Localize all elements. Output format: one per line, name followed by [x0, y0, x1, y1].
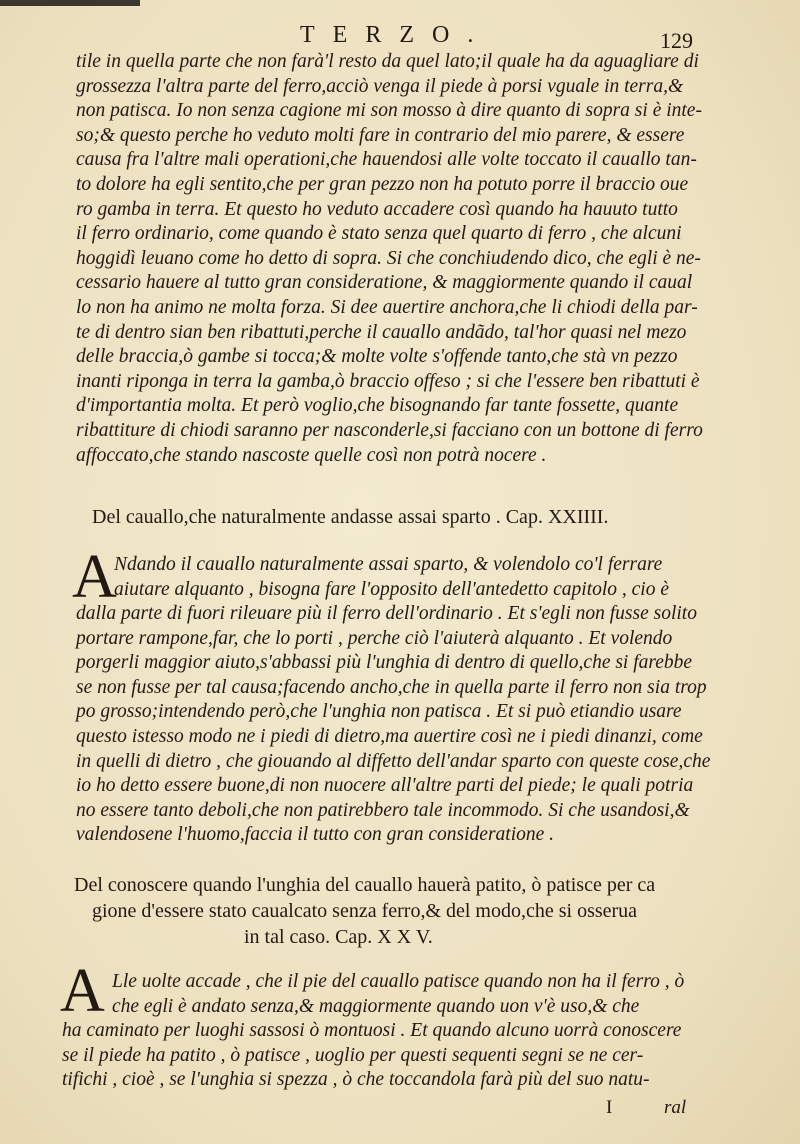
text-line: se il piede ha patito , ò patisce , uoglio per questi sequenti segni se ne cer- — [62, 1044, 644, 1066]
text-line: in quelli di dietro , che giouando al diffetto dell'andar sparto con queste cose,che — [76, 750, 711, 772]
text-line: to dolore ha egli sentito,che per gran pezzo non ha potuto porre il braccio oue — [76, 173, 689, 195]
text-line: tile in quella parte che non farà'l resto da quel lato;il quale ha da aguagliare di — [76, 51, 699, 72]
chapter-heading: Del cauallo,che naturalmente andasse assai sparto . Cap. XXIIII. — [92, 506, 609, 528]
text-line: questo istesso modo ne i piedi di dietro,ma auertire così ne i piedi dinanzi, come — [76, 725, 703, 747]
text-line: tifichi , cioè , se l'unghia si spezza , ò che toccandola farà più del suo natu- — [62, 1069, 650, 1091]
chapter-heading — [74, 872, 655, 950]
text-line: ha caminato per luoghi sassosi ò montuosi . Et quando alcuno uorrà conoscere — [62, 1020, 682, 1041]
text-line: affoccato,che stando nascoste quelle così non potrà nocere . — [76, 444, 547, 466]
text-line: te di dentro sian ben ribattuti,perche il cauallo andãdo, tal'hor quasi nel mezo — [76, 321, 687, 343]
text-line: delle braccia,ò gambe si tocca;& molte volte s'offende tanto,che stà vn pezzo — [76, 346, 678, 368]
text-line: porgerli maggior aiuto,s'abbassi più l'unghia di dentro di quello,che si farebbe — [76, 652, 693, 674]
text-line: dalla parte di fuori rileuare più il ferro dell'ordinario . Et s'egli non fusse solito — [76, 603, 697, 624]
text-line: il ferro ordinario, come quando è stato senza quel quarto di ferro , che alcuni — [76, 223, 682, 245]
chapter-body — [76, 602, 710, 848]
text-line: portare rampone,far, che lo porti , perche ciò l'aiuterà alquanto . Et volendo — [76, 627, 673, 649]
text-line: Lle uolte accade , che il pie del cauallo patisce quando non ha il ferro , ò — [112, 971, 685, 992]
catchword: ral — [664, 1097, 687, 1118]
text-line: inanti riponga in terra la gamba,ò braccio offeso ; si che l'essere ben ribattuti è — [76, 370, 700, 392]
scan-edge — [0, 0, 140, 6]
heading-line: gione d'essere stato caualcato senza ferro,& del modo,che si osserua — [92, 900, 638, 922]
heading-line: Del conoscere quando l'unghia del cauallo hauerà patito, ò patisce per ca — [74, 874, 656, 896]
text-line: no essere tanto deboli,che non patirebbero tale incommodo. Si che usandosi,& — [76, 799, 690, 821]
text-line: lo non ha animo ne molta forza. Si dee auertire anchora,che li chiodi della par- — [76, 296, 698, 318]
text-line: ro gamba in terra. Et questo ho veduto accadere così quando ha hauuto tutto — [76, 198, 678, 220]
chapter-body-lines-indented — [112, 970, 684, 1019]
text-line: d'importantia molta. Et però voglio,che bisognando far tante fossette, quante — [76, 395, 679, 417]
text-line: so;& questo perche ho veduto molti fare in contrario del mio parere, & essere — [76, 124, 685, 146]
text-line: io ho detto essere buone,di non nuocere all'altre parti del piede; le quali potria — [76, 775, 694, 797]
text-line: aiutare alquanto , bisogna fare l'opposito dell'antedetto capitolo , cio è — [114, 578, 670, 600]
text-line: hoggidì leuano come ho detto di sopra. Si che conchiudendo dico, che egli è ne- — [76, 247, 701, 269]
text-line: se non fusse per tal causa;facendo ancho,che in quella parte il ferro non sia trop — [76, 676, 707, 698]
text-line: che egli è andato senza,& maggiormente quando uon v'è uso,& che — [112, 995, 640, 1017]
text-line: ribattiture di chiodi saranno per nasconderle,si facciano con un bottone di ferro — [76, 419, 703, 441]
text-line: causa fra l'altre mali operationi,che hauendosi alle volte toccato il cauallo tan- — [76, 149, 697, 171]
text-line: cessario hauere al tutto gran consideratione, & maggiormente quando il caual — [76, 272, 693, 294]
chapter-body — [62, 1019, 681, 1093]
text-line: non patisca. Io non senza cagione mi son mosso à dire quanto di sopra si è inte- — [76, 100, 702, 122]
text-line: valendosene l'huomo,faccia il tutto con gran consideratione . — [76, 824, 555, 846]
heading-line: in tal caso. Cap. X X V. — [244, 926, 433, 948]
page-number: 129 — [660, 28, 693, 53]
running-head: TERZO. — [300, 22, 492, 48]
paragraph-continuation — [76, 50, 703, 468]
text-line: Ndando il cauallo naturalmente assai sparto, & volendolo co'l ferrare — [114, 554, 663, 575]
chapter-body-lines-indented — [114, 553, 669, 602]
text-line: po grosso;intendendo però,che l'unghia non patisca . Et si può etiandio usare — [76, 701, 682, 723]
text-line: grossezza l'altra parte del ferro,acciò venga il piede à porsi vguale in terra,& — [76, 75, 684, 97]
drop-cap: A — [60, 957, 105, 1025]
drop-cap: A — [72, 543, 117, 611]
signature-mark: I — [606, 1097, 613, 1118]
